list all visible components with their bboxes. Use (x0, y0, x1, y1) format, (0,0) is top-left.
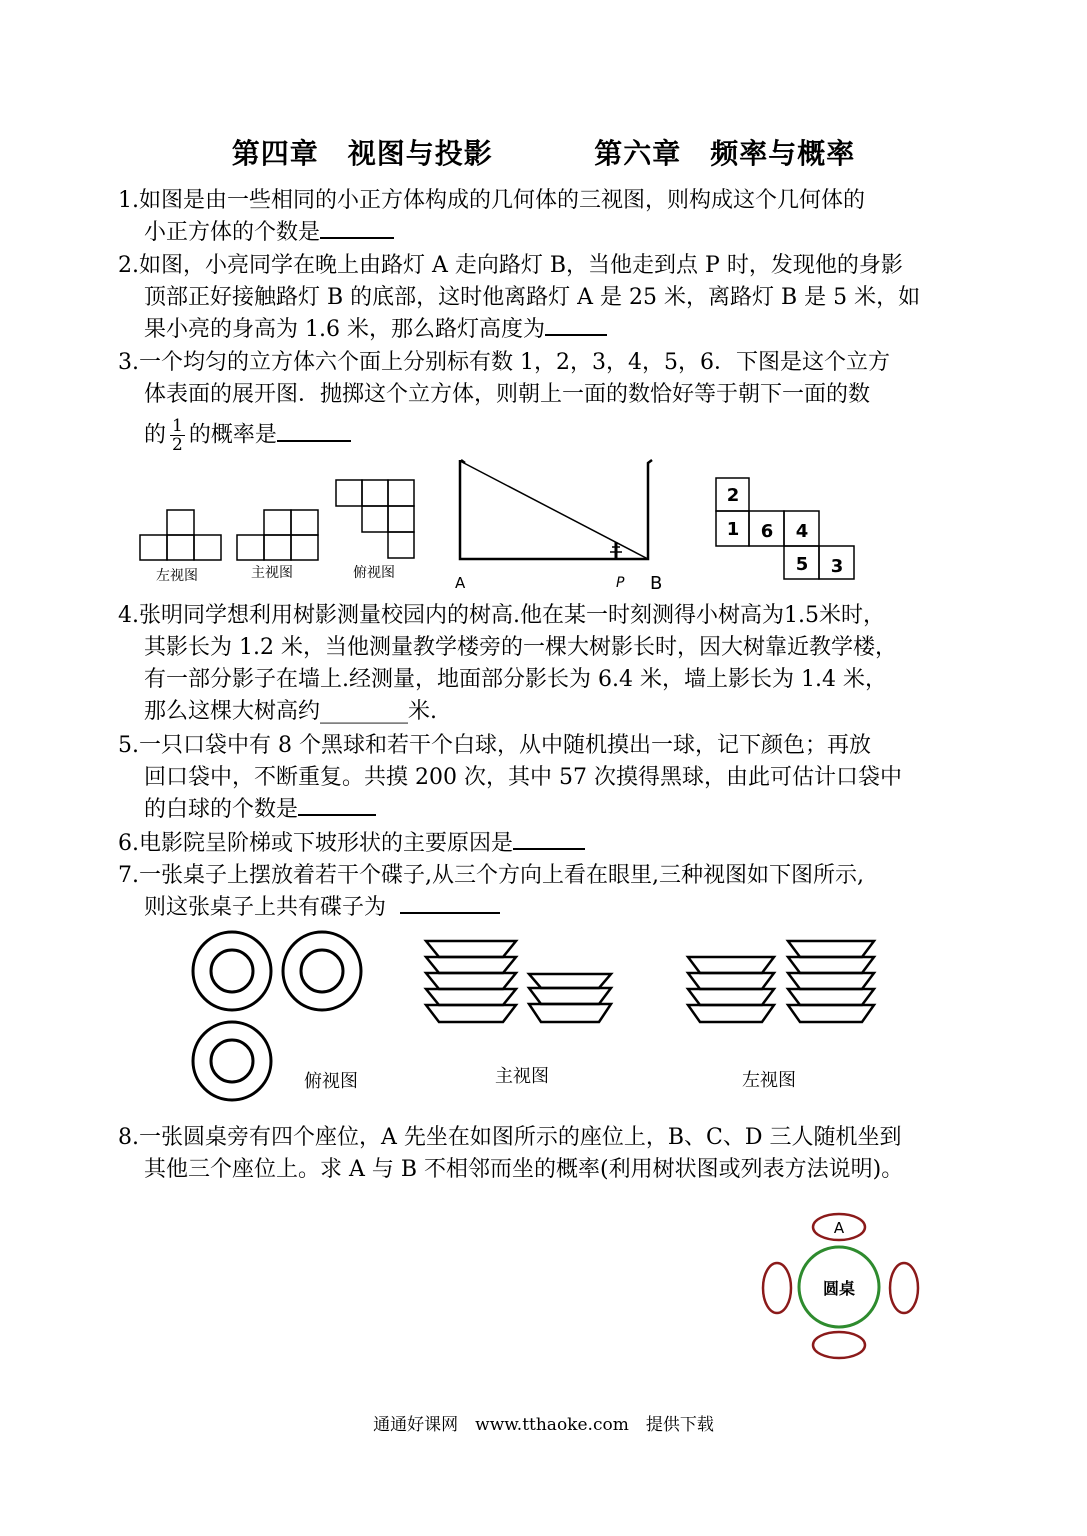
left-view-label: 左视图 (156, 568, 198, 584)
q5-answer-blank (298, 794, 376, 816)
question-2 (118, 250, 978, 346)
lamp-label-b: B (650, 573, 663, 594)
net-number-3: 3 (830, 556, 844, 577)
q2-line1: 2.如图，小亮同学在晚上由路灯 A 走向路灯 B，当他走到点 P 时，发现他的身影 (118, 253, 903, 278)
q6-line1: 6.电影院呈阶梯或下坡形状的主要原因是 (118, 831, 513, 856)
q4-answer-blank: ________ (320, 699, 409, 724)
q8-line2: 其他三个座位上。求 A 与 B 不相邻而坐的概率(利用树状图或列表方法说明)。 (144, 1157, 904, 1182)
question-1 (118, 185, 978, 249)
question-7 (118, 860, 978, 924)
front-view-label: 主视图 (251, 565, 293, 581)
q1-line1: 1.如图是由一些相同的小正方体构成的几何体的三视图，则构成这个几何体的 (118, 188, 865, 213)
lamp-label-a: A (455, 574, 466, 592)
q2-line2: 顶部正好接触路灯 B 的底部，这时他离路灯 A 是 25 米，离路灯 B 是 5 米，如 (144, 285, 921, 310)
question-5 (118, 730, 978, 826)
chapter6-title: 第六章 频率与概率 (594, 137, 856, 170)
top-view-label: 俯视图 (353, 565, 395, 581)
q3-answer-blank (277, 420, 351, 442)
q2-line3: 果小亮的身高为 1.6 米，那么路灯高度为 (144, 317, 545, 342)
q2-answer-blank (545, 314, 607, 336)
question-4 (118, 600, 978, 728)
plates-top-view-label: 俯视图 (304, 1071, 358, 1092)
q4-line4b: 米. (408, 699, 438, 724)
lamp-diagram (460, 460, 652, 559)
plates-left-view (688, 941, 874, 1022)
lamp-label-p: P (616, 575, 625, 591)
q1-line2: 小正方体的个数是 (144, 220, 321, 245)
net-number-6: 6 (760, 521, 774, 542)
q3-fraction (170, 417, 185, 454)
seat-label-a: A (833, 1219, 845, 1237)
cube-net-numbers (727, 485, 844, 577)
table-label: 圆桌 (822, 1279, 856, 1298)
figure-row-views-lamp-net (130, 455, 870, 595)
net-number-5: 5 (795, 554, 809, 575)
q4-line2: 其影长为 1.2 米，当他测量教学楼旁的一棵大树影长时，因大树靠近教学楼， (144, 635, 897, 660)
chapter4-title: 第四章 视图与投影 (231, 137, 493, 170)
q3-fraction-num: 1 (172, 416, 183, 436)
q7-answer-blank (400, 892, 500, 914)
question-6 (118, 828, 978, 860)
front-view-grid (237, 510, 318, 560)
question-8 (118, 1122, 978, 1186)
q4-line4a: 那么这棵大树高约 (144, 699, 321, 724)
q8-line1: 8.一张圆桌旁有四个座位，A 先坐在如图所示的座位上，B、C、D 三人随机坐到 (118, 1125, 902, 1150)
q7-line2: 则这张桌子上共有碟子为 (144, 895, 387, 920)
footer-credit: 通通好课网 www.tthaoke.com 提供下载 (373, 1415, 714, 1435)
plates-front-view-label: 主视图 (495, 1066, 549, 1087)
q5-line1: 5.一只口袋中有 8 个黑球和若干个白球，从中随机摸出一球，记下颜色；再放 (118, 733, 871, 758)
q5-line3: 的白球的个数是 (144, 797, 299, 822)
page-title (0, 132, 1087, 172)
left-view-grid (140, 510, 221, 560)
q3-line1: 3.一个均匀的立方体六个面上分别标有数 1，2，3，4，5，6．下图是这个立方 (118, 350, 890, 375)
seat-right (890, 1263, 918, 1313)
q3-line3a: 的 (144, 422, 167, 448)
q3-line2: 体表面的展开图．抛掷这个立方体，则朝上一面的数恰好等于朝下一面的数 (144, 382, 871, 407)
net-number-4: 4 (795, 521, 809, 542)
q3-line3b: 的概率是 (188, 422, 277, 448)
plates-figure (180, 925, 900, 1105)
question-3 (118, 347, 978, 454)
seat-left (763, 1263, 791, 1313)
net-number-1: 1 (726, 519, 740, 540)
q4-line3: 有一部分影子在墙上.经测量，地面部分影长为 6.4 米，墙上影长为 1.4 米， (144, 667, 887, 692)
q3-fraction-den: 2 (172, 435, 183, 455)
q5-line2: 回口袋中，不断重复。共摸 200 次，其中 57 次摸得黑球，由此可估计口袋中 (144, 765, 902, 790)
plates-front-view (426, 941, 611, 1022)
q4-line1: 4.张明同学想利用树影测量校园内的树高.他在某一时刻测得小树高为1.5米时， (118, 603, 885, 628)
net-number-2: 2 (726, 485, 740, 506)
q6-answer-blank (513, 828, 585, 850)
plates-left-view-label: 左视图 (742, 1070, 796, 1091)
round-table-figure (755, 1208, 925, 1368)
seat-bottom (813, 1332, 865, 1358)
top-view-grid (336, 480, 414, 558)
q1-answer-blank (320, 217, 394, 239)
q7-line1: 7.一张桌子上摆放着若干个碟子,从三个方向上看在眼里,三种视图如下图所示, (118, 863, 864, 888)
